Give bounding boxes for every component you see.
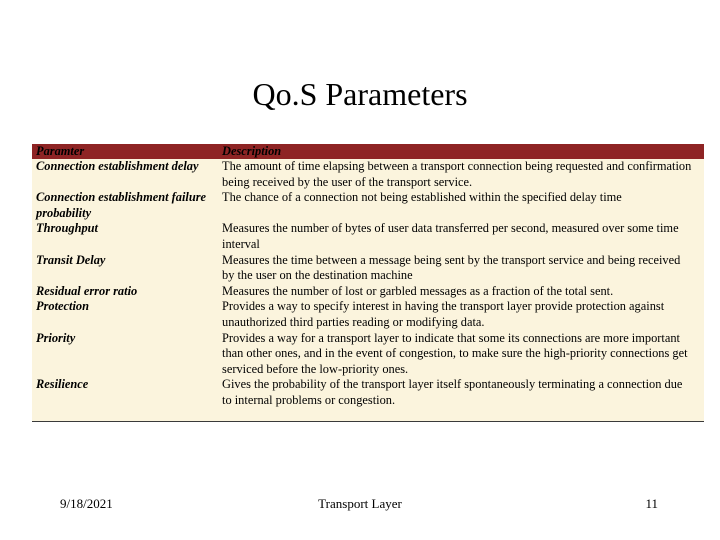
table-row (32, 253, 704, 284)
description-cell: Measures the time between a message being sent by the transport service and being received by the user on the destination machine (222, 252, 681, 283)
parameter-cell: Connection establishment delay (36, 159, 199, 173)
parameter-cell: Residual error ratio (36, 283, 138, 298)
table-row (32, 159, 704, 190)
page-number: 11 (645, 496, 658, 511)
table-row (32, 331, 704, 378)
header-description: Description (218, 144, 704, 159)
header-parameter: Paramter (32, 144, 218, 159)
table-row (32, 299, 704, 330)
table-row (32, 221, 704, 252)
qos-parameters-table (32, 144, 704, 422)
parameter-cell: Priority (36, 330, 76, 345)
parameter-cell: Resilience (36, 377, 89, 392)
parameter-cell: Transit Delay (36, 252, 106, 267)
parameter-cell: Connection establishment failure probability (36, 190, 207, 220)
table-row (32, 377, 704, 408)
table-header-row (32, 144, 704, 159)
table-row (32, 190, 704, 221)
description-cell: Provides a way to specify interest in having the transport layer provide protection against unauthorized third parties reading or modifying data. (222, 299, 665, 329)
description-cell: The chance of a connection not being established within the specified delay time (222, 190, 622, 205)
description-cell: Measures the number of lost or garbled messages as a fraction of the total sent. (222, 283, 614, 298)
parameter-cell: Protection (36, 299, 89, 314)
description-cell: Gives the probability of the transport layer itself spontaneously terminating a connection due to internal problems or congestion. (222, 377, 683, 407)
slide-title: Qo.S Parameters (252, 76, 468, 112)
description-cell: Measures the number of bytes of user data transferred per second, measured over some time interval (222, 221, 679, 251)
description-cell: The amount of time elapsing between a transport connection being requested and confirmation being received by the user of the transport service. (222, 159, 692, 189)
footer-title: Transport Layer (318, 496, 402, 511)
description-cell: Provides a way for a transport layer to indicate that some its connections are more important than other ones, and in the event of congestion, to make sure the high-priority connections get serviced before the low-priority ones. (222, 330, 688, 376)
table-row (32, 284, 704, 300)
parameter-cell: Throughput (36, 221, 98, 236)
footer-date: 9/18/2021 (60, 496, 113, 511)
